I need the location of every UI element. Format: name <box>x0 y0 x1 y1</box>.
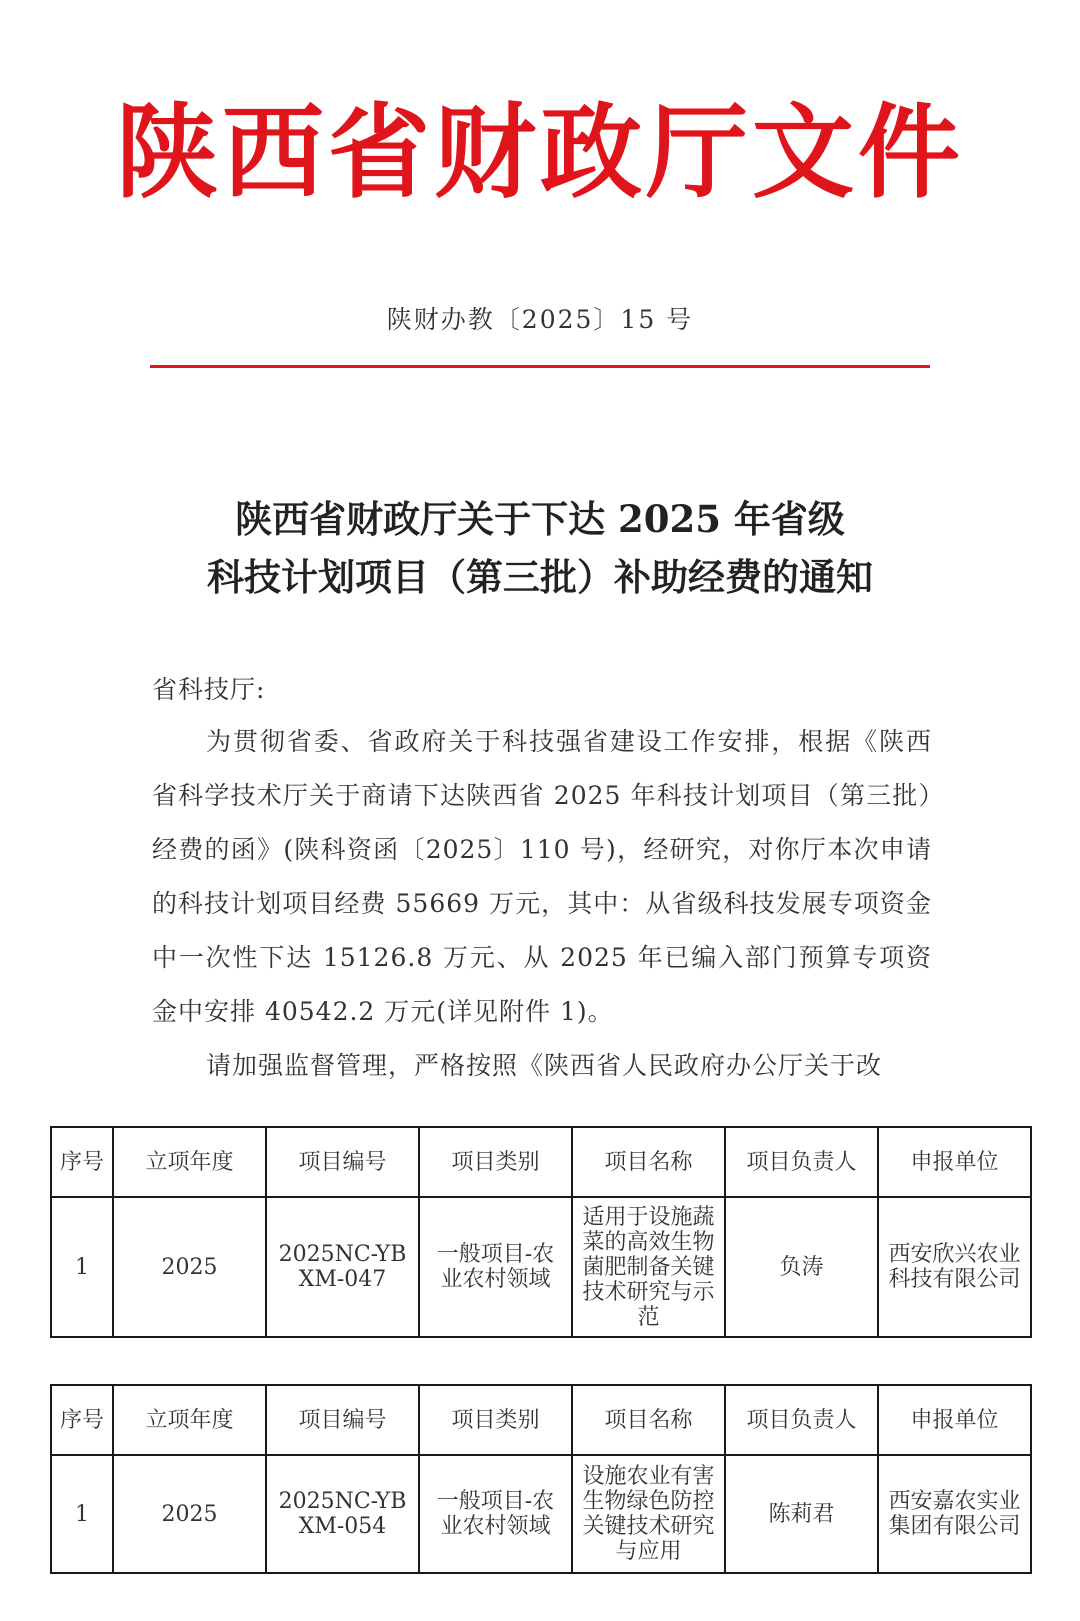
document-number: 陕财办教〔2025〕15 号 <box>386 305 694 334</box>
header-cell-category: 项目类别 <box>419 1385 572 1455</box>
cell-unit: 西安嘉农实业集团有限公司 <box>878 1455 1031 1573</box>
cell-leader: 负涛 <box>725 1197 878 1337</box>
masthead: 陕西省财政厅文件 <box>116 93 964 213</box>
cell-index: 1 <box>51 1197 113 1337</box>
header-cell-year: 立项年度 <box>113 1127 266 1197</box>
header-cell-leader: 项目负责人 <box>725 1385 878 1455</box>
cell-leader: 陈莉君 <box>725 1455 878 1573</box>
project-table-1 <box>50 1126 1032 1338</box>
cell-category: 一般项目-农业农村领域 <box>419 1455 572 1573</box>
header-cell-index: 序号 <box>51 1385 113 1455</box>
cell-year: 2025 <box>113 1455 266 1573</box>
header-cell-year: 立项年度 <box>113 1385 266 1455</box>
header-cell-unit: 申报单位 <box>878 1127 1031 1197</box>
cell-index: 1 <box>51 1455 113 1573</box>
header-cell-category: 项目类别 <box>419 1127 572 1197</box>
header-cell-unit: 申报单位 <box>878 1385 1031 1455</box>
project-table-2 <box>50 1384 1032 1574</box>
cell-code: 2025NC-YBXM-054 <box>266 1455 419 1573</box>
cell-year: 2025 <box>113 1197 266 1337</box>
cell-name: 设施农业有害生物绿色防控关键技术研究与应用 <box>572 1455 725 1573</box>
salutation: 省科技厅: <box>152 675 266 704</box>
header-cell-code: 项目编号 <box>266 1385 419 1455</box>
table-row <box>51 1455 1031 1573</box>
header-cell-index: 序号 <box>51 1127 113 1197</box>
cell-name: 适用于设施蔬菜的高效生物菌肥制备关键技术研究与示范 <box>572 1197 725 1337</box>
title-line-2: 科技计划项目（第三批）补助经费的通知 <box>207 555 873 599</box>
table-header-row <box>51 1385 1031 1455</box>
document-title <box>0 490 1080 606</box>
table-header-row <box>51 1127 1031 1197</box>
table-row <box>51 1197 1031 1337</box>
cell-category: 一般项目-农业农村领域 <box>419 1197 572 1337</box>
red-divider <box>150 365 930 368</box>
cell-unit: 西安欣兴农业科技有限公司 <box>878 1197 1031 1337</box>
cell-code: 2025NC-YBXM-047 <box>266 1197 419 1337</box>
title-line-1: 陕西省财政厅关于下达 2025 年省级 <box>235 497 845 541</box>
header-cell-leader: 项目负责人 <box>725 1127 878 1197</box>
paragraph-2: 请加强监督管理，严格按照《陕西省人民政府办公厅关于改 <box>206 1051 883 1080</box>
header-cell-name: 项目名称 <box>572 1127 725 1197</box>
paragraph-1: 为贯彻省委、省政府关于科技强省建设工作安排，根据《陕西省科学技术厅关于商请下达陕西省 2025 年科技计划项目（第三批）经费的函》(陕科资函〔2025〕110 号)，经研究，对你厅本次申请的科技计划项目经费 55669 万元，其中：从省级科技发展专项资金中一次性下达 15126.8 万元、从 2025 年已编入部门预算专项资金中安排 40542.2 万元(详见附件 1)。 <box>152 727 932 1026</box>
header-cell-code: 项目编号 <box>266 1127 419 1197</box>
header-cell-name: 项目名称 <box>572 1385 725 1455</box>
